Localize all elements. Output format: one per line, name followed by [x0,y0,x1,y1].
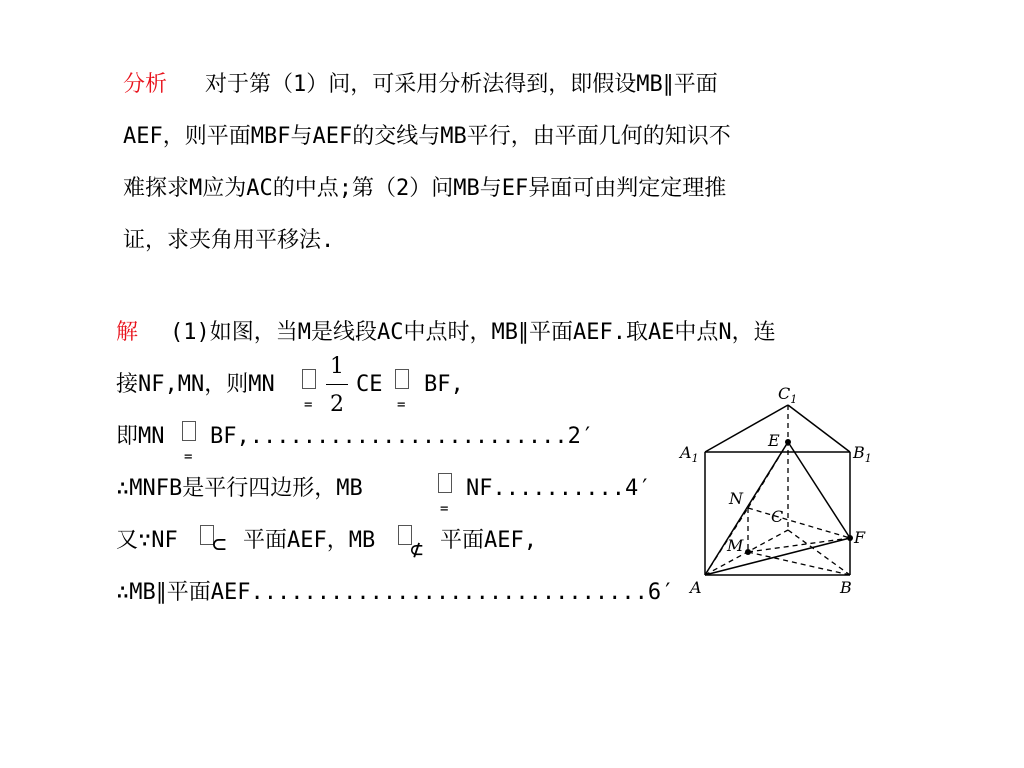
edge-E-A-inner [748,442,788,508]
edge-E-F [788,442,850,538]
equal-mark: = [397,397,406,413]
edge-A1-C1 [705,405,788,452]
label-B1: $B_1$ [853,443,872,465]
label-A: A [690,578,702,597]
solution-line-4b: NF..........4′ [466,476,652,501]
not-subset-symbol: ⊄ [410,538,424,563]
equal-mark: = [184,449,193,465]
label-E: E [768,431,780,450]
equal-mark: = [304,397,313,413]
label-M: M [727,536,744,555]
solution-line-3b: BF,........................2′ [210,424,595,449]
edge-A-E [705,508,748,575]
analysis-line-3: 难探求M应为AC的中点;第（2）问MB与EF异面可由判定定理推 [123,176,727,201]
analysis-line-1: 对于第（1）问，可采用分析法得到，即假设MB∥平面 [205,72,718,97]
analysis-line-2: AEF，则平面MBF与AEF的交线与MB平行，由平面几何的知识不 [123,124,731,149]
edge-N-F [748,508,850,538]
label-N: N [729,489,743,508]
solution-line-5a: 又∵NF [116,528,178,553]
equal-mark: = [440,501,449,517]
edge-A-C [705,530,788,575]
point-E [785,439,791,445]
solution-line-1: (1)如图，当M是线段AC中点时，MB∥平面AEF.取AE中点N，连 [170,320,776,345]
parallel-equal-symbol [438,473,452,493]
analysis-line-4: 证，求夹角用平移法. [123,228,335,253]
label-A1: $A_1$ [680,443,699,465]
solution-line-2a: 接NF,MN，则MN [116,372,275,397]
solution-line-2c: BF, [424,372,464,397]
subset-symbol: ⊂ [212,530,227,558]
fraction-bar [326,384,348,385]
edge-C-B [788,530,850,575]
label-C: C [771,507,784,526]
edge-A-F [705,538,850,575]
parallel-equal-symbol [302,369,316,389]
solution-line-2b: CE [356,372,383,397]
solution-line-6: ∴MB∥平面AEF..............................6′ [116,580,675,605]
edge-M-B [748,552,850,575]
label-C1: $C_1$ [778,384,798,406]
edge-M-F [748,538,850,552]
solution-line-3a: 即MN [116,424,165,449]
point-F [847,535,853,541]
label-C1-sub: 1 [790,393,798,406]
solution-line-5b: 平面AEF，MB [243,528,376,553]
edge-A-E-solid [705,442,788,575]
label-B: B [840,578,852,597]
label-F: F [854,528,866,547]
parallel-equal-symbol [395,369,409,389]
fraction-numerator: 1 [330,354,344,379]
analysis-label: 分析 [123,72,168,97]
parallel-equal-symbol [182,421,196,441]
solution-line-5c: 平面AEF, [440,528,537,553]
edge-C1-B1 [788,405,850,452]
fraction-denominator: 2 [330,392,344,417]
point-M [745,549,751,555]
solution-label: 解 [116,320,139,345]
solution-line-4a: ∴MNFB是平行四边形，MB [116,476,363,501]
